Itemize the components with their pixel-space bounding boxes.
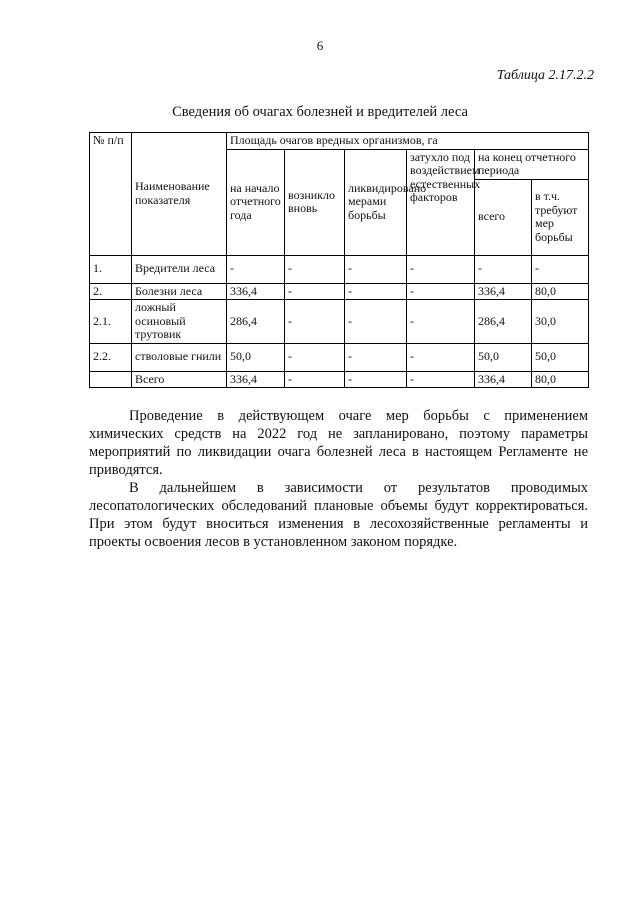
- row-arose: -: [285, 283, 345, 300]
- row-total: 50,0: [475, 343, 532, 371]
- paragraph-no-chemicals: Проведение в действующем очаге мер борьбы с применением химических средств на 2022 год не запланировано, поэтому параметры мероприятий по ликвидации очага болезней леса в настоящем Регламенте не приводятся.: [89, 408, 588, 478]
- row-incl: -: [532, 255, 589, 283]
- table-row: [90, 300, 589, 344]
- table-reference: Таблица 2.17.2.2: [496, 68, 594, 83]
- row-name: Всего: [132, 371, 227, 388]
- row-liquidated: -: [345, 255, 407, 283]
- row-faded: -: [407, 343, 475, 371]
- row-num: 1.: [90, 255, 132, 283]
- pest-disease-table: [89, 132, 589, 388]
- row-start: 336,4: [227, 371, 285, 388]
- row-liquidated: -: [345, 283, 407, 300]
- page-number: 6: [316, 38, 324, 53]
- row-num: 2.2.: [90, 343, 132, 371]
- row-arose: -: [285, 343, 345, 371]
- table-row: [90, 343, 589, 371]
- header-num: № п/п: [90, 133, 132, 256]
- header-end-group: на конец отчетного периода: [475, 149, 589, 179]
- row-arose: -: [285, 255, 345, 283]
- row-faded: -: [407, 283, 475, 300]
- row-incl: 80,0: [532, 371, 589, 388]
- row-faded: -: [407, 255, 475, 283]
- row-num: [90, 371, 132, 388]
- row-faded: -: [407, 300, 475, 344]
- header-incl: в т.ч. требуют мер борьбы: [532, 179, 589, 255]
- row-start: -: [227, 255, 285, 283]
- row-total: 286,4: [475, 300, 532, 344]
- header-area-group: Площадь очагов вредных организмов, га: [227, 133, 589, 150]
- row-total: 336,4: [475, 371, 532, 388]
- row-incl: 30,0: [532, 300, 589, 344]
- table-row: [90, 371, 589, 388]
- table-row: [90, 283, 589, 300]
- row-num: 2.: [90, 283, 132, 300]
- row-name: стволовые гнили: [132, 343, 227, 371]
- table-row: [90, 255, 589, 283]
- row-name: ложный осиновый трутовик: [132, 300, 227, 344]
- row-num: 2.1.: [90, 300, 132, 344]
- header-faded: затухло под воздействием естественных факторов: [407, 149, 475, 255]
- header-start: на начало отчетного года: [227, 149, 285, 255]
- header-arose: возникло вновь: [285, 149, 345, 255]
- row-total: 336,4: [475, 283, 532, 300]
- row-incl: 50,0: [532, 343, 589, 371]
- row-liquidated: -: [345, 371, 407, 388]
- row-start: 50,0: [227, 343, 285, 371]
- row-arose: -: [285, 300, 345, 344]
- row-incl: 80,0: [532, 283, 589, 300]
- row-name: Болезни леса: [132, 283, 227, 300]
- header-total: всего: [475, 179, 532, 255]
- header-liquidated: ликвидировано мерами борьбы: [345, 149, 407, 255]
- header-name: Наименование показателя: [132, 133, 227, 256]
- row-name: Вредители леса: [132, 255, 227, 283]
- row-total: -: [475, 255, 532, 283]
- row-arose: -: [285, 371, 345, 388]
- table-title: Сведения об очагах болезней и вредителей леса: [172, 104, 468, 120]
- row-liquidated: -: [345, 300, 407, 344]
- row-liquidated: -: [345, 343, 407, 371]
- row-start: 286,4: [227, 300, 285, 344]
- row-faded: -: [407, 371, 475, 388]
- row-start: 336,4: [227, 283, 285, 300]
- paragraph-future-plans: В дальнейшем в зависимости от результатов проводимых лесопатологических обследований плановые объемы будут корректироваться. При этом будут вноситься изменения в лесохозяйственные регламенты и проекты освоения лесов в установленном законом порядке.: [89, 480, 588, 550]
